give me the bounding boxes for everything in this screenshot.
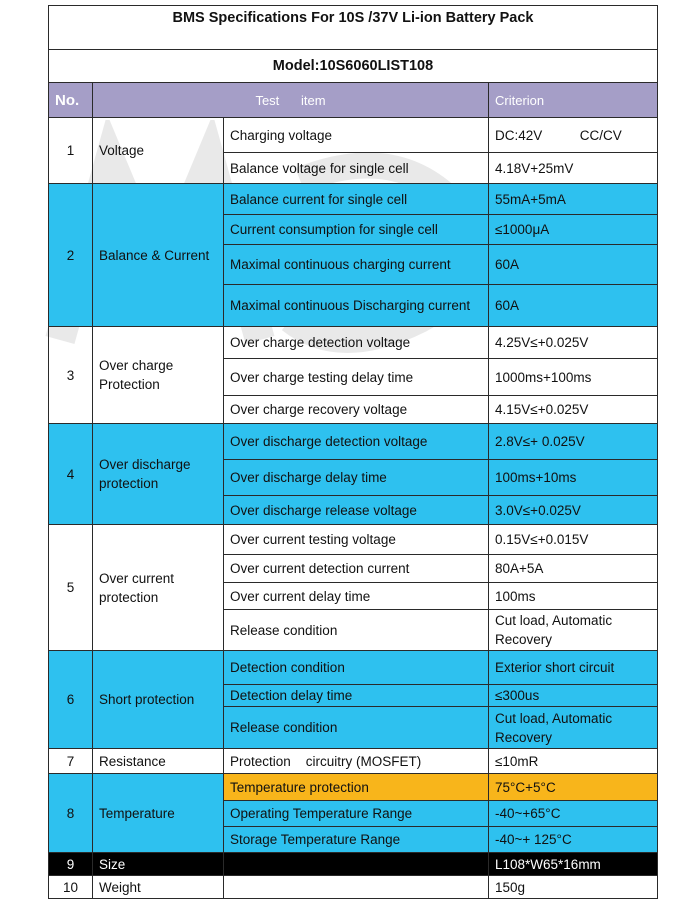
criterion-value: 75°C+5°C (489, 774, 658, 801)
criterion-value: Exterior short circuit (489, 651, 658, 685)
row-number: 1 (49, 118, 93, 184)
criterion-value: -40~+65°C (489, 801, 658, 827)
table-row (49, 525, 658, 555)
test-item: Maximal continuous charging current (224, 245, 489, 285)
test-item: Protection circuitry (MOSFET) (224, 749, 489, 774)
test-item: Over charge detection voltage (224, 327, 489, 359)
test-item: Over discharge release voltage (224, 496, 489, 525)
criterion-value: L108*W65*16mm (489, 853, 658, 876)
table-row (49, 651, 658, 685)
criterion-value: 4.15V≤+0.025V (489, 396, 658, 424)
criterion-value: 150g (489, 876, 658, 899)
criterion-value: ≤1000μA (489, 215, 658, 245)
criterion-value: DC:42V CC/CV (489, 118, 658, 153)
test-item: Over current delay time (224, 583, 489, 610)
criterion-value: 4.25V≤+0.025V (489, 327, 658, 359)
criterion-value: 60A (489, 285, 658, 327)
row-category: Short protection (93, 651, 224, 749)
test-item: Release condition (224, 707, 489, 749)
test-item: Detection delay time (224, 685, 489, 707)
row-category: Temperature (93, 774, 224, 853)
criterion-value: 3.0V≤+0.025V (489, 496, 658, 525)
test-item: Current consumption for single cell (224, 215, 489, 245)
row-number: 5 (49, 525, 93, 651)
criterion-value: 100ms (489, 583, 658, 610)
table-row (49, 424, 658, 460)
criterion-value: 4.18V+25mV (489, 153, 658, 184)
row-category: Voltage (93, 118, 224, 184)
row-number: 8 (49, 774, 93, 853)
criterion-value: 80A+5A (489, 555, 658, 583)
table-header (49, 83, 658, 118)
test-item: Operating Temperature Range (224, 801, 489, 827)
test-item: Balance voltage for single cell (224, 153, 489, 184)
table-row (49, 327, 658, 359)
row-number: 3 (49, 327, 93, 424)
test-item: Temperature protection (224, 774, 489, 801)
row-category: Over charge Protection (93, 327, 224, 424)
header-criterion: Criterion (489, 83, 658, 118)
table-row (49, 876, 658, 899)
criterion-value: -40~+ 125°C (489, 827, 658, 853)
row-category: Balance & Current (93, 184, 224, 327)
row-number: 4 (49, 424, 93, 525)
test-item: Over discharge delay time (224, 460, 489, 496)
row-category: Over discharge protection (93, 424, 224, 525)
test-item: Over charge testing delay time (224, 359, 489, 396)
test-item: Storage Temperature Range (224, 827, 489, 853)
document-title: BMS Specifications For 10S /37V Li-ion Battery Pack (49, 6, 658, 50)
test-item: Balance current for single cell (224, 184, 489, 215)
table-row (49, 853, 658, 876)
test-item: Over current testing voltage (224, 525, 489, 555)
test-item: Over current detection current (224, 555, 489, 583)
row-category: Size (93, 853, 224, 876)
spec-sheet (48, 5, 657, 899)
criterion-value: 2.8V≤+ 0.025V (489, 424, 658, 460)
criterion-value: 0.15V≤+0.015V (489, 525, 658, 555)
table-row (49, 184, 658, 215)
table-row (49, 749, 658, 774)
criterion-value: ≤10mR (489, 749, 658, 774)
criterion-value: ≤300us (489, 685, 658, 707)
test-item: Over discharge detection voltage (224, 424, 489, 460)
row-category: Resistance (93, 749, 224, 774)
test-item: Maximal continuous Discharging current (224, 285, 489, 327)
row-number: 10 (49, 876, 93, 899)
row-number: 7 (49, 749, 93, 774)
test-item (224, 876, 489, 899)
spec-table (48, 5, 658, 899)
criterion-value: 55mA+5mA (489, 184, 658, 215)
criterion-value: 60A (489, 245, 658, 285)
test-item: Over charge recovery voltage (224, 396, 489, 424)
row-category: Weight (93, 876, 224, 899)
header-test-item: Test item (93, 83, 489, 118)
test-item: Release condition (224, 610, 489, 651)
test-item: Detection condition (224, 651, 489, 685)
test-item: Charging voltage (224, 118, 489, 153)
row-number: 9 (49, 853, 93, 876)
test-item (224, 853, 489, 876)
table-row (49, 774, 658, 801)
header-no: No. (49, 83, 93, 118)
criterion-value: Cut load, Automatic Recovery (489, 610, 658, 651)
row-category: Over current protection (93, 525, 224, 651)
row-number: 6 (49, 651, 93, 749)
criterion-value: 1000ms+100ms (489, 359, 658, 396)
table-row (49, 118, 658, 153)
row-number: 2 (49, 184, 93, 327)
criterion-value: 100ms+10ms (489, 460, 658, 496)
criterion-value: Cut load, Automatic Recovery (489, 707, 658, 749)
model-number: Model:10S6060LIST108 (49, 50, 658, 83)
